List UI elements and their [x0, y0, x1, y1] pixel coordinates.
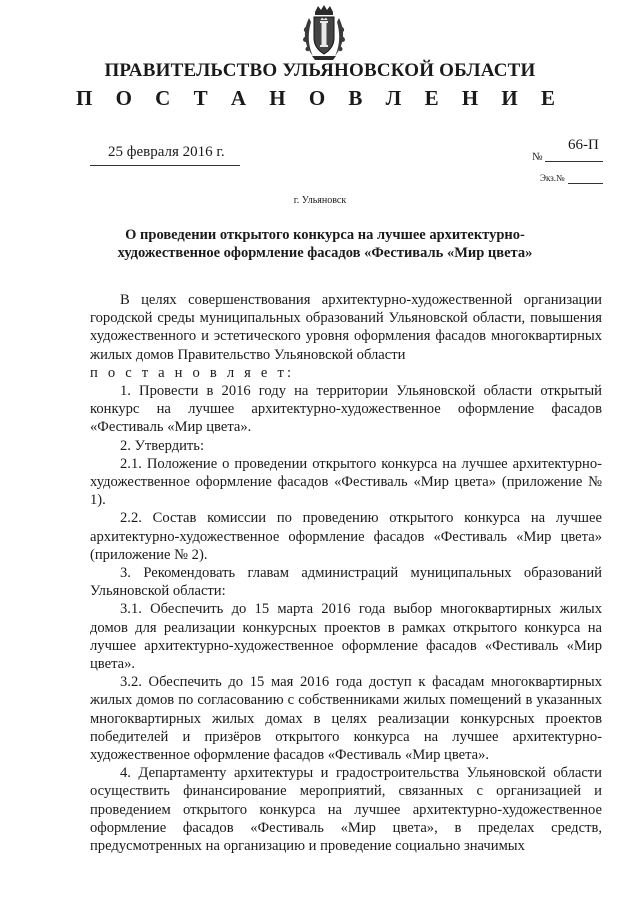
preamble-paragraph: В целях совершенствования архитектурно-художественной организации городской среды муниципальных образований Ульяновской области, повышения художественного и эстетического уровня оформления фасадов многоквартирных жилых домов Правительство Ульяновской области	[90, 292, 602, 363]
city-name: г. Ульяновск	[293, 195, 347, 206]
number-underline	[545, 161, 603, 162]
document-body	[90, 291, 602, 855]
document-kind: П О С Т А Н О В Л Е Н И Е	[75, 86, 564, 110]
clause-2-1: 2.1. Положение о проведении открытого конкурса на лучшее архитектурно-художественное оформление фасадов «Фестиваль «Мир цвета» (приложение № 1).	[90, 455, 602, 509]
clause-1: 1. Провести в 2016 году на территории Ульяновской области открытый конкурс на лучшее архитектурно-художественное оформление фасадов «Фестиваль «Мир цвета».	[90, 383, 602, 436]
document-date: 25 февраля 2016 г.	[108, 144, 225, 160]
copy-number-underline	[568, 183, 603, 184]
clause-3-1: 3.1. Обеспечить до 15 марта 2016 года выбор многоквартирных жилых домов для реализации конкурсных проектов в рамках открытого конкурса на лучшее архитектурно-художественное оформление фасадов «Фестиваль «Мир цвета».	[90, 601, 602, 673]
decree-word: п о с т а н о в л я е т:	[90, 364, 295, 381]
clause-4: 4. Департаменту архитектуры и градостроительства Ульяновской области осуществить финансирование мероприятий, связанных с организацией и проведением открытого конкурса на лучшее архитектурно-художественное оформление фасадов «Фестиваль «Мир цвета», в пределах средств, предусмотренных на организацию и проведение социально значимых	[90, 765, 602, 855]
subject-line-2: художественное оформление фасадов «Фестиваль «Мир цвета»	[117, 245, 533, 261]
clause-3-2: 3.2. Обеспечить до 15 мая 2016 года доступ к фасадам многоквартирных жилых домов по согласованию с собственниками жилых помещений в указанных многоквартирных жилых домах в целях реализации конкурсных проектов победителей и призёров открытого конкурса на лучшее архитектурно-художественное оформление фасадов «Фестиваль «Мир цвета».	[90, 674, 602, 764]
document-number: 66-П	[568, 137, 599, 153]
subject-line-1: О проведении открытого конкурса на лучшее архитектурно-	[125, 227, 525, 243]
clause-2: 2. Утвердить:	[120, 437, 205, 454]
government-title: ПРАВИТЕЛЬСТВО УЛЬЯНОВСКОЙ ОБЛАСТИ	[104, 60, 536, 81]
coat-of-arms-icon	[299, 4, 349, 62]
document-subject	[90, 226, 560, 262]
copy-number-label: Экз.№	[540, 173, 565, 183]
number-sign: №	[532, 151, 543, 163]
date-underline	[90, 165, 240, 166]
clause-3: 3. Рекомендовать главам администраций муниципальных образований Ульяновской области:	[90, 565, 602, 600]
clause-2-2: 2.2. Состав комиссии по проведению открытого конкурса на лучшее архитектурно-художественное оформление фасадов «Фестиваль «Мир цвета» (приложение № 2).	[90, 510, 602, 563]
